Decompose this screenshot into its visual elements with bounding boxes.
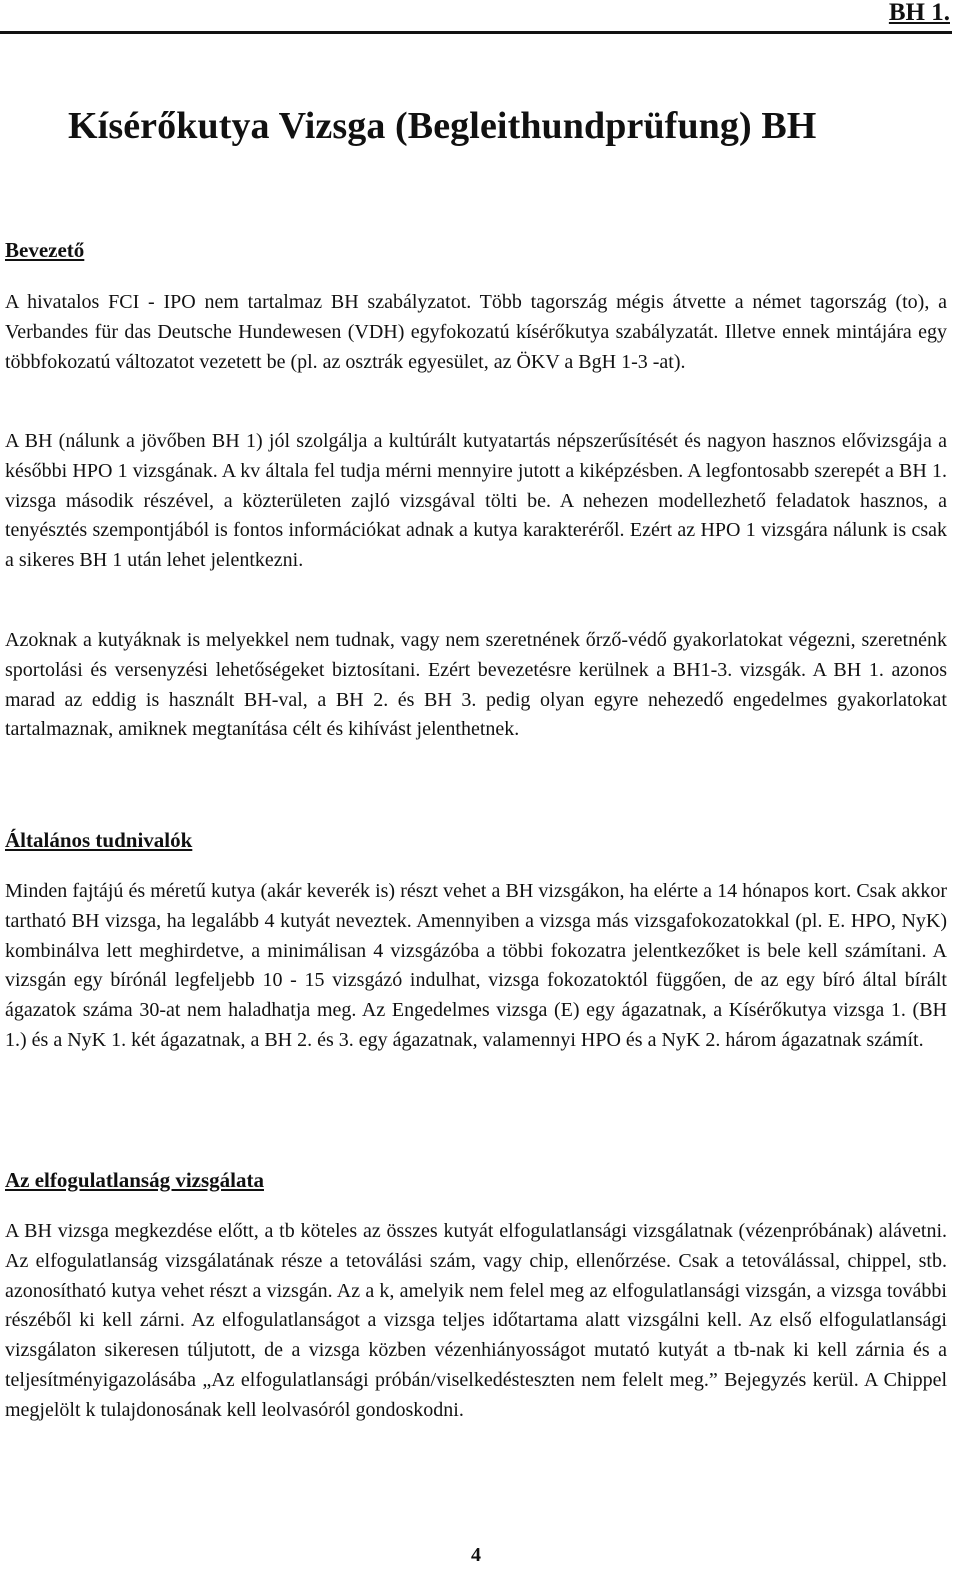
paragraph-intro-3: Azoknak a kutyáknak is melyekkel nem tudnak, vagy nem szeretnének őrző-védő gyakorlatokat végezni, szeretnénk sportolási és versenyzési lehetőségeket biztosítani. Ezért bevezetésre kerülnek a BH1-3. vizsgák. A BH 1. azonos marad az eddig is használt BH-val, a BH 2. és BH 3. pedig olyan egyre nehezedő engedelmes gyakorlatokat tartalmaznak, amiknek megtanítása célt és kihívást jelenthetnek.: [5, 629, 947, 741]
section-heading-altalanos: Általános tudnivalók: [5, 828, 193, 852]
running-header: [0, 0, 952, 30]
paragraph-intro-1: A hivatalos FCI - IPO nem tartalmaz BH szabályzatot. Több tagország mégis átvette a német tagország (to), a Verbandes für das Deutsche Hundewesen (VDH) egyfokozatú kísérőkutya szabályzatát. Illetve ennek mintájára egy többfokozatú változatot vezetett be (pl. az osztrák egyesület, az ÖKV a BgH 1-3 -at).: [5, 291, 947, 373]
paragraph-general-1: Minden fajtájú és méretű kutya (akár keverék is) részt vehet a BH vizsgákon, ha elérte a 14 hónapos kort. Csak akkor tartható BH vizsga, ha legalább 4 kutyát neveztek. Amennyiben a vizsga más vizsgafokozatokkal (pl. E. HPO, NyK) kombinálva lett meghirdetve, a minimálisan 4 vizsgázóba a többi fokozatra jelentkezőket is bele kell számítani. A vizsgán egy bírónál legfeljebb 10 - 15 vizsgázó indulhat, vizsga fokozatoktól függően, de az egy bíró által bírált ágazatok száma 30-at nem haladhatja meg. Az Engedelmes vizsga (E) egy ágazatnak, a Kísérőkutya vizsga 1. (BH 1.) és a NyK 1. két ágazatnak, a BH 2. és 3. egy ágazatnak, valamennyi HPO és a NyK 2. három ágazatnak számít.: [5, 880, 947, 1051]
page-number: 4: [471, 1544, 481, 1566]
section-heading-bevezeto: Bevezető: [5, 238, 85, 262]
paragraph-impartiality-1: A BH vizsga megkezdése előtt, a tb köteles az összes kutyát elfogulatlansági vizsgálatnak (vézenpróbának) alávetni. Az elfogulatlanság vizsgálatának része a tetoválási szám, vagy chip, ellenőrzése. Csak a tetoválással, chippel, stb. azonosítható kutya vehet részt a vizsgán. Az a k, amelyik nem felel meg az elfogulatlansági vizsgán, a vizsga további részéből ki kell zárni. Az elfogulatlanságot a vizsga teljes időtartama alatt vizsgálni kell. Az első elfogulatlansági vizsgálaton sikeresen túljutott, de a vizsga közben vézenhiányosságot mutató kutyát a tb-nak ki kell zárnia és a teljesítményigazolásába „Az elfogulatlansági próbán/viselkedésteszten nem felelt meg.” Bejegyzés kerül. A Chippel megjelölt k tulajdonosának kell leolvasóról gondoskodni.: [5, 1220, 947, 1421]
paragraph-intro-2: A BH (nálunk a jövőben BH 1) jól szolgálja a kultúrált kutyatartás népszerűsítését és nagyon hasznos elővizsgája a későbbi HPO 1 vizsgának. A kv általa fel tudja mérni mennyire jutott a kiképzésben. A legfontosabb szerepét a BH 1. vizsga második részével, a közterületen zajló vizsgával tölti be. A nehezen modellezhető feladatok hasznos, a tenyésztés szempontjából is fontos információkat adnak a kutya karakteréről. Ezért az HPO 1 vizsgára nálunk is csak a sikeres BH 1 után lehet jelentkezni.: [5, 430, 947, 572]
running-header-label: BH 1.: [888, 0, 950, 26]
header-rule: [0, 31, 952, 34]
document-title: Kísérőkutya Vizsga (Begleithundprüfung) BH: [68, 105, 817, 147]
section-heading-elfogulatlansag: Az elfogulatlanság vizsgálata: [5, 1168, 264, 1192]
